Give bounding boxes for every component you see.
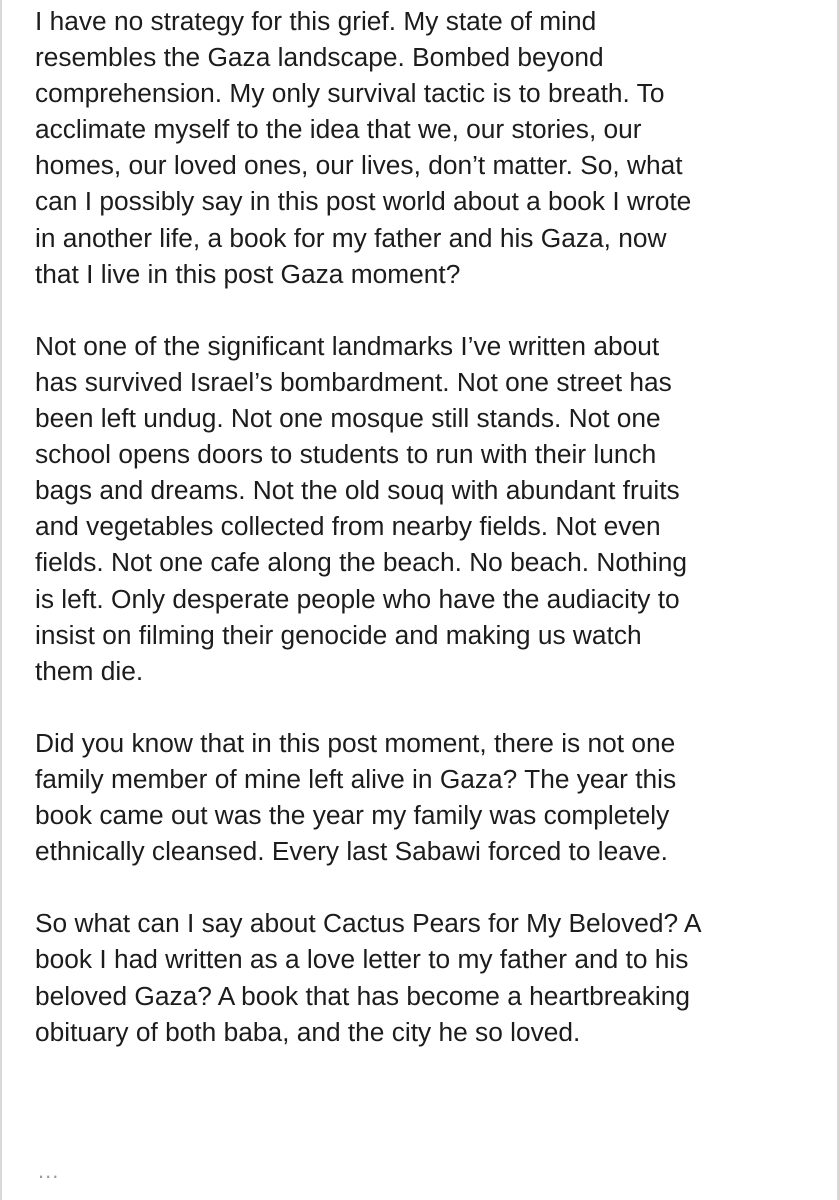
text-line: ethnically cleansed. Every last Sabawi forced to leave. (35, 836, 668, 867)
text-line: beloved Gaza? A book that has become a heartbreaking (35, 980, 690, 1011)
text-line: is left. Only desperate people who have the audiacity to (35, 583, 680, 614)
text-line: homes, our loved ones, our lives, don’t matter. So, what (35, 150, 683, 181)
text-line: bags and dreams. Not the old souq with abundant fruits (35, 475, 680, 506)
text-line: in another life, a book for my father and his Gaza, now (35, 222, 667, 253)
text-line: insist on filming their genocide and making us watch (35, 619, 642, 650)
text-line: comprehension. My only survival tactic is to breath. To (35, 78, 665, 109)
paragraph-3 (35, 725, 825, 869)
paragraph-4 (35, 905, 825, 1049)
text-line: I have no strategy for this grief. My state of mind (35, 6, 597, 36)
text-line: Did you know that in this post moment, there is not one (35, 727, 676, 758)
text-line: So what can I say about Cactus Pears for My Beloved? A (35, 908, 702, 939)
text-line: them die. (35, 655, 144, 686)
paragraph-1 (35, 3, 825, 292)
text-line: school opens doors to students to run with their lunch (35, 439, 657, 470)
text-line: acclimate myself to the idea that we, our stories, our (35, 114, 642, 145)
text-line: that I live in this post Gaza moment? (35, 258, 461, 289)
text-line: book came out was the year my family was completely (35, 800, 670, 831)
more-options-indicator[interactable]: ... (38, 1158, 60, 1183)
paragraph-2 (35, 328, 825, 689)
text-line: fields. Not one cafe along the beach. No beach. Nothing (35, 547, 688, 578)
text-line: been left undug. Not one mosque still stands. Not one (35, 403, 661, 434)
text-line: has survived Israel’s bombardment. Not one street has (35, 366, 672, 397)
text-line: obituary of both baba, and the city he so loved. (35, 1016, 581, 1047)
text-line: can I possibly say in this post world about a book I wrote (35, 186, 692, 217)
text-line: resembles the Gaza landscape. Bombed beyond (35, 42, 604, 73)
text-line: and vegetables collected from nearby fields. Not even (35, 511, 661, 542)
post-body (35, 3, 825, 1086)
text-line: family member of mine left alive in Gaza? The year this (35, 763, 677, 794)
text-line: book I had written as a love letter to my father and to his (35, 944, 689, 975)
text-line: Not one of the significant landmarks I’ve written about (35, 330, 660, 361)
